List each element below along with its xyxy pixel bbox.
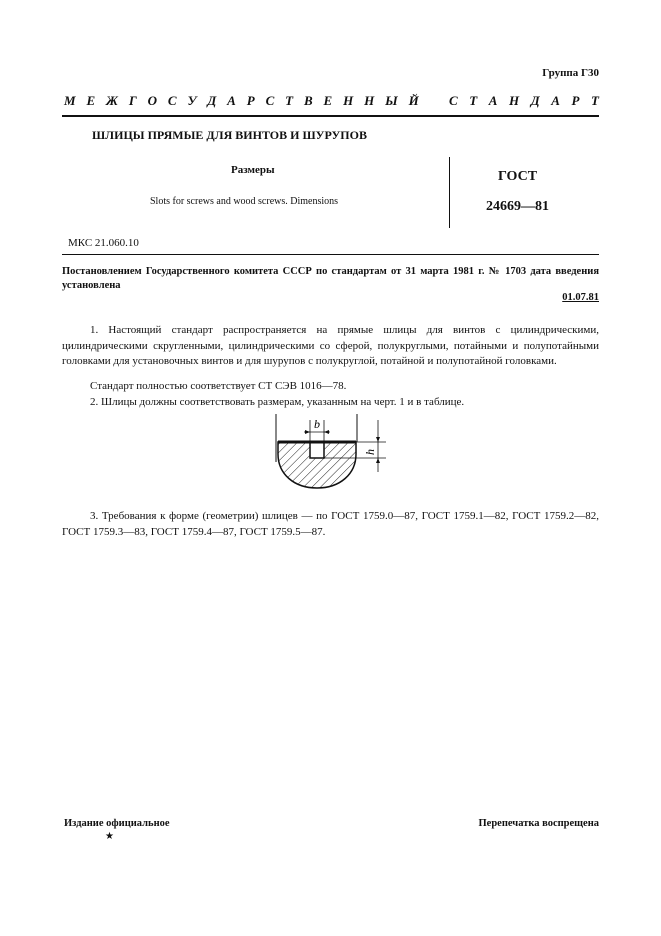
subtitle-ru: Размеры — [231, 164, 275, 176]
effective-date: 01.07.81 — [562, 292, 599, 303]
dim-b-arrow-left — [305, 430, 310, 434]
slot-drawing-svg — [268, 412, 398, 497]
dim-h-arrow-bottom — [376, 458, 380, 463]
gost-number: 24669—81 — [486, 199, 549, 214]
banner-word-2: С Т А Н Д А Р Т — [449, 93, 599, 108]
designation-divider — [449, 157, 450, 228]
paragraph-3: 2. Шлицы должны соответствовать размерам, указанным на черт. 1 и в таблице. — [90, 396, 465, 408]
slot-drawing — [268, 412, 398, 502]
footer-official-edition: Издание официальное — [64, 818, 170, 829]
dim-b-label: b — [314, 417, 320, 431]
mks-rule — [62, 254, 599, 255]
dim-h-label: h — [363, 449, 377, 455]
dim-b-arrow-right — [324, 430, 329, 434]
header-rule — [62, 115, 599, 117]
footer-reprint-notice: Перепечатка воспрещена — [478, 818, 599, 829]
standard-banner — [64, 93, 599, 109]
subtitle-en: Slots for screws and wood screws. Dimensions — [150, 196, 339, 207]
group-code: Группа Г30 — [542, 67, 599, 79]
star-icon: ★ — [105, 831, 114, 842]
head-section — [278, 442, 356, 488]
standard-title: ШЛИЦЫ ПРЯМЫЕ ДЛЯ ВИНТОВ И ШУРУПОВ — [92, 128, 367, 142]
decree-text: Постановлением Государственного комитета СССР по стандартам от 31 марта 1981 г. № 1703 дата введения установлена — [62, 266, 599, 291]
banner-word-1: М Е Ж Г О С У Д А Р С Т В Е Н Н Ы Й — [64, 93, 419, 108]
paragraph-2: Стандарт полностью соответствует СТ СЭВ 1016—78. — [90, 380, 347, 392]
paragraph-4: 3. Требования к форме (геометрии) шлицев — по ГОСТ 1759.0—87, ГОСТ 1759.1—82, ГОСТ 1759.2—82, ГОСТ 1759.3—83, ГОСТ 1759.4—87, ГОСТ 1759.5—87. — [62, 510, 599, 538]
gost-label: ГОСТ — [498, 169, 538, 184]
mks-code: МКС 21.060.10 — [68, 237, 139, 249]
paragraph-1: 1. Настоящий стандарт распространяется на прямые шлицы для винтов с цилиндрическими, цилиндрическими скругленными, цилиндрическими со сферой, полукруглыми, потайными и полупотайными головками для установочных винтов и для шурупов с полукруглой, потайной и полупотайной головками. — [62, 324, 599, 367]
dim-h-arrow-top — [376, 437, 380, 442]
